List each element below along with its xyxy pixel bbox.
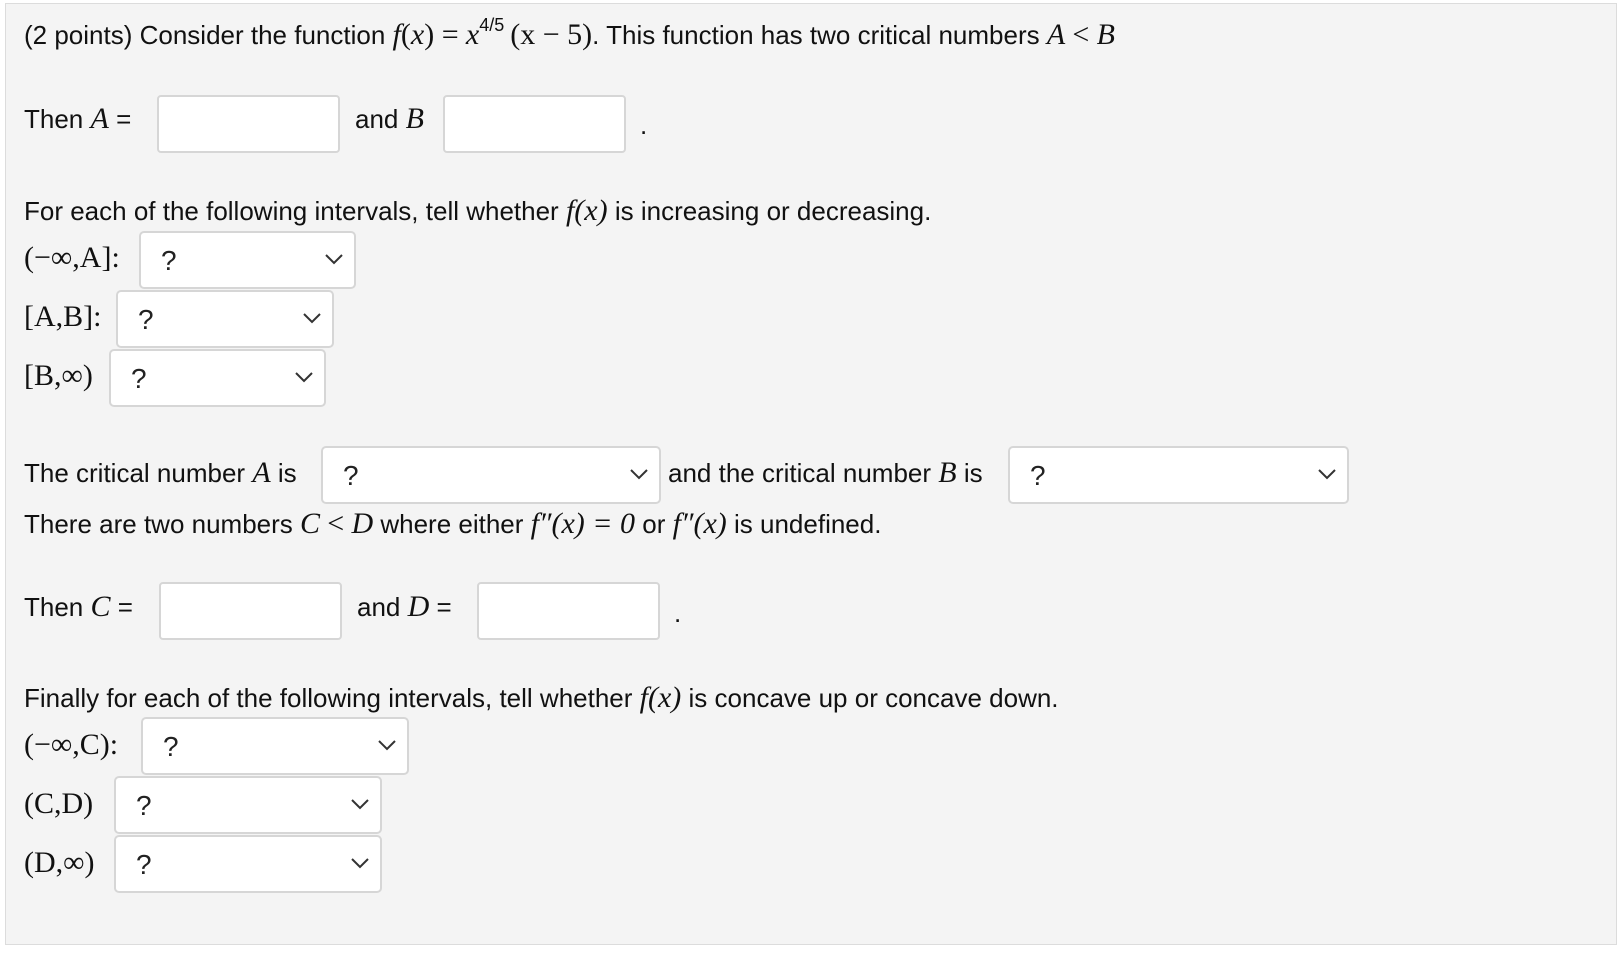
interval-label-b-inf: [B,∞) <box>24 359 93 392</box>
chevron-down-icon <box>1317 467 1337 481</box>
interval-label-c-d: (C,D) <box>24 787 94 820</box>
classify-a-select[interactable]: ? <box>321 446 661 504</box>
chevron-down-icon <box>294 370 314 384</box>
chevron-down-icon <box>350 797 370 811</box>
chevron-down-icon <box>629 467 649 481</box>
concavity-prompt: Finally for each of the following intervals, tell whether f(x) is concave up or concave down. <box>24 681 1059 714</box>
inc-dec-select-2[interactable]: ? <box>116 290 334 348</box>
points-label: (2 points) Consider the function <box>24 20 386 50</box>
interval-label-neg-inf-c: (−∞,C): <box>24 728 119 761</box>
chevron-down-icon <box>350 856 370 870</box>
then-c-label: Then C = <box>24 590 133 623</box>
concavity-select-3[interactable]: ? <box>114 835 382 893</box>
answer-c-input[interactable] <box>159 582 342 640</box>
interval-label-neg-inf-a: (−∞,A]: <box>24 241 120 274</box>
period: . <box>640 110 648 140</box>
concavity-select-2[interactable]: ? <box>114 776 382 834</box>
chevron-down-icon <box>302 311 322 325</box>
classify-b-label: and the critical number B is <box>668 456 983 489</box>
interval-label-a-b: [A,B]: <box>24 300 102 333</box>
and-b-label: and B <box>355 102 424 135</box>
classify-b-select[interactable]: ? <box>1008 446 1349 504</box>
inc-dec-prompt: For each of the following intervals, tell whether f(x) is increasing or decreasing. <box>24 194 932 227</box>
inc-dec-select-1[interactable]: ? <box>139 231 356 289</box>
answer-b-input[interactable] <box>443 95 626 153</box>
problem-statement: (2 points) Consider the function $f(x) = x^{4/5}$ (x − 5). This function has two critical numbers A < B <box>24 15 1115 51</box>
period: . <box>674 598 682 628</box>
and-d-label: and D = <box>357 590 452 623</box>
chevron-down-icon <box>324 252 344 266</box>
inflection-statement: There are two numbers C < D where either f″(x) = 0 or f″(x) is undefined. <box>24 507 882 540</box>
then-a-label: Then A = <box>24 102 132 135</box>
answer-a-input[interactable] <box>157 95 340 153</box>
concavity-select-1[interactable]: ? <box>141 717 409 775</box>
chevron-down-icon <box>377 738 397 752</box>
answer-d-input[interactable] <box>477 582 660 640</box>
inc-dec-select-3[interactable]: ? <box>109 349 326 407</box>
classify-a-label: The critical number A is <box>24 456 297 489</box>
interval-label-d-inf: (D,∞) <box>24 846 95 879</box>
